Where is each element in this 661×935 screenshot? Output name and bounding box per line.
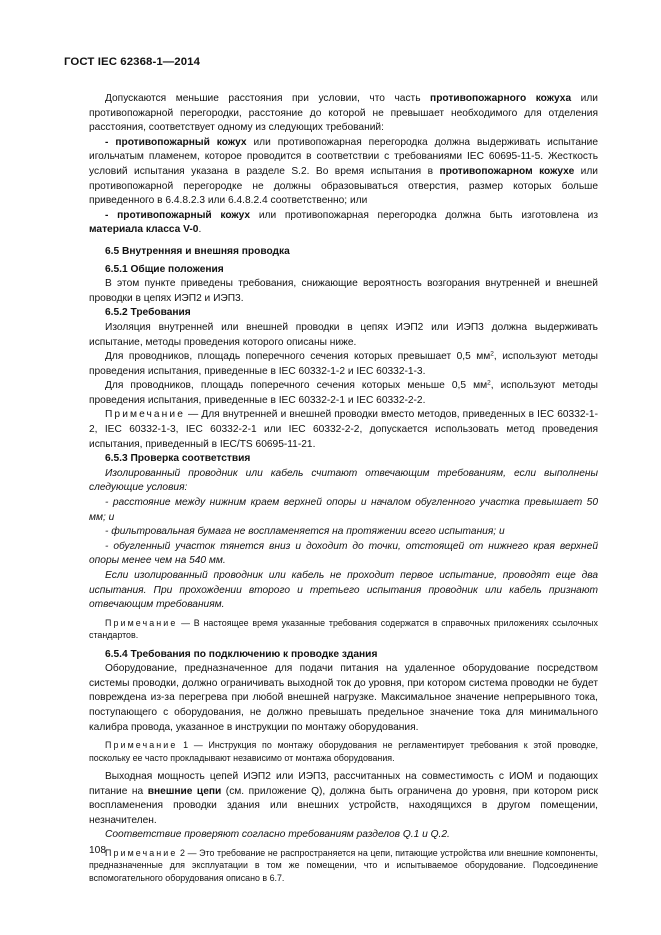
section-6-5-2-title: 6.5.2 Требования xyxy=(105,307,191,319)
note-label: Примечание xyxy=(105,617,178,628)
section-6-5-4-title: 6.5.4 Требования по подключению к проводке здания xyxy=(105,648,378,660)
intro-paragraph: Допускаются меньшие расстояния при условии, что часть противопожарного кожуха или противопожарной перегородки, расстояние до которой не превышает необходимого для отделения расстояния, соответствует одному из следующих требований: xyxy=(89,93,598,134)
section-6-5-3-p1: Изолированный проводник или кабель считают отвечающим требованиям, если выполнены следующие условия: xyxy=(89,467,598,494)
section-6-5-1-text: В этом пункте приведены требования, снижающие вероятность возгорания внутренней и внешней проводки в цепях ИЭП2 и ИЭП3. xyxy=(89,278,598,304)
section-6-5-2-p3: Для проводников, площадь поперечного сечения которых меньше 0,5 $мм^2$, используют методы проведения испытания, приведенные в IEC 60332-2-1 и IEC 60332-2-2. xyxy=(89,379,598,406)
section-6-5-3-item-2: - фильтровальная бумага не воспламеняется на протяжении всего испытания; и xyxy=(105,526,505,538)
term-fire-enclosure: противопожарного кожуха xyxy=(430,93,572,104)
section-6-5-3-title: 6.5.3 Проверка соответствия xyxy=(105,453,251,465)
section-6-5-2-p2: Для проводников, площадь поперечного сечения которых превышает 0,5 $мм^2$, используют методы проведения испытания, приведенные в IEC 60332-1-2 и IEC 60332-1-3. xyxy=(89,350,598,377)
section-6-5-3-item-3: - обугленный участок тянется вниз и доходит до точки, отстоящей от нижнего края верхней опоры менее чем на 540 мм. xyxy=(89,540,598,567)
section-6-5-4-p2: Выходная мощность цепей ИЭП2 или ИЭП3, рассчитанных на совместимость с ИОМ и подающих питание на внешние цепи (см. приложение Q), должна быть ограничена до уровня, при котором риск воспламенения проводки здания или внешних устройств, находящихся в другом помещении, незначителен. xyxy=(89,770,598,826)
section-6-5-2-p1: Изоляция внутренней или внешней проводки в цепях ИЭП2 или ИЭП3 должна выдерживать испытание, методы проведения которого описаны ниже. xyxy=(89,321,598,348)
section-6-5-4-note-1: Примечание 1 — Инструкция по монтажу оборудования не регламентирует требования к этой проводке, поскольку ее часто прокладывают независимо от монтажа оборудования. xyxy=(89,740,598,763)
section-6-5-4-p1: Оборудование, предназначенное для подачи питания на удаленное оборудование посредством системы проводки, должно ограничивать выходной ток до уровня, при котором система проводки не будет повреждена из-за перегрева при любой внешней нагрузке. Максимальное значение непрерывного тока, поступающего с оборудования, не должно превышать предельное значение тока для минимального калибра провода, указанное в инструкции по монтажу оборудования. xyxy=(89,663,598,733)
page-content xyxy=(89,92,598,890)
intro-item-2: - противопожарный кожух или противопожарная перегородка должна быть изготовлена из материала класса V-0. xyxy=(89,209,599,236)
section-6-5-4-p3: Соответствие проверяют согласно требованиям разделов Q.1 и Q.2. xyxy=(105,829,450,841)
section-6-5-2-note: Примечание — Для внутренней и внешней проводки вместо методов, приведенных в IEC 60332-1-2, IEC 60332-1-3, IEC 60332-2-1 или IEC 60332-2-2, допускается использовать метод проведения испытания, приведенный в IEC/TS 60695-11-21. xyxy=(89,409,598,450)
note-label: Примечание xyxy=(105,409,185,421)
section-6-5-3-note: Примечание — В настоящее время указанные требования содержатся в справочных приложениях ссылочных стандартов. xyxy=(89,617,598,641)
section-6-5-1-title: 6.5.1 Общие положения xyxy=(105,263,224,275)
section-6-5-3-item-1: - расстояние между нижним краем верхней опоры и началом обугленного участка превышает 50 мм; и xyxy=(89,497,598,523)
section-6-5-3-p2: Если изолированный проводник или кабель не проходит первое испытание, проводят еще два испытания. При прохождении второго и третьего испытания проводник или кабель признают отвечающим требованиям. xyxy=(89,570,598,611)
intro-item-1: - противопожарный кожух или противопожарная перегородка должна выдерживать испытание игольчатым пламенем, которое проводится в соответствии с требованиями IEC 60695-11-5. Жесткость условий испытания указана в разделе S.2. Во время испытания в противопожарном кожухе или противопожарной перегородке не должны образовываться отверстия, размер которых больше приведенного в 6.4.8.2.3 или 6.4.8.2.4 соответственно; или xyxy=(89,136,599,207)
term-external-circuits: внешние цепи xyxy=(147,785,222,797)
page-header-standard: ГОСТ IEC 62368-1—2014 xyxy=(64,56,201,68)
note-label: Примечание xyxy=(105,847,178,858)
section-6-5-title: 6.5 Внутренняя и внешняя проводка xyxy=(105,245,290,257)
note-label: Примечание xyxy=(105,740,178,751)
page-number: 108 xyxy=(89,845,106,856)
section-6-5-4-note-2: Примечание 2 — Это требование не распространяется на цепи, питающие устройства или внешние компоненты, предназначенные для эксплуатации в том же помещении, что и испытываемое оборудование. Подсоединение вспомогательного оборудования описано в 6.7. xyxy=(89,847,598,883)
